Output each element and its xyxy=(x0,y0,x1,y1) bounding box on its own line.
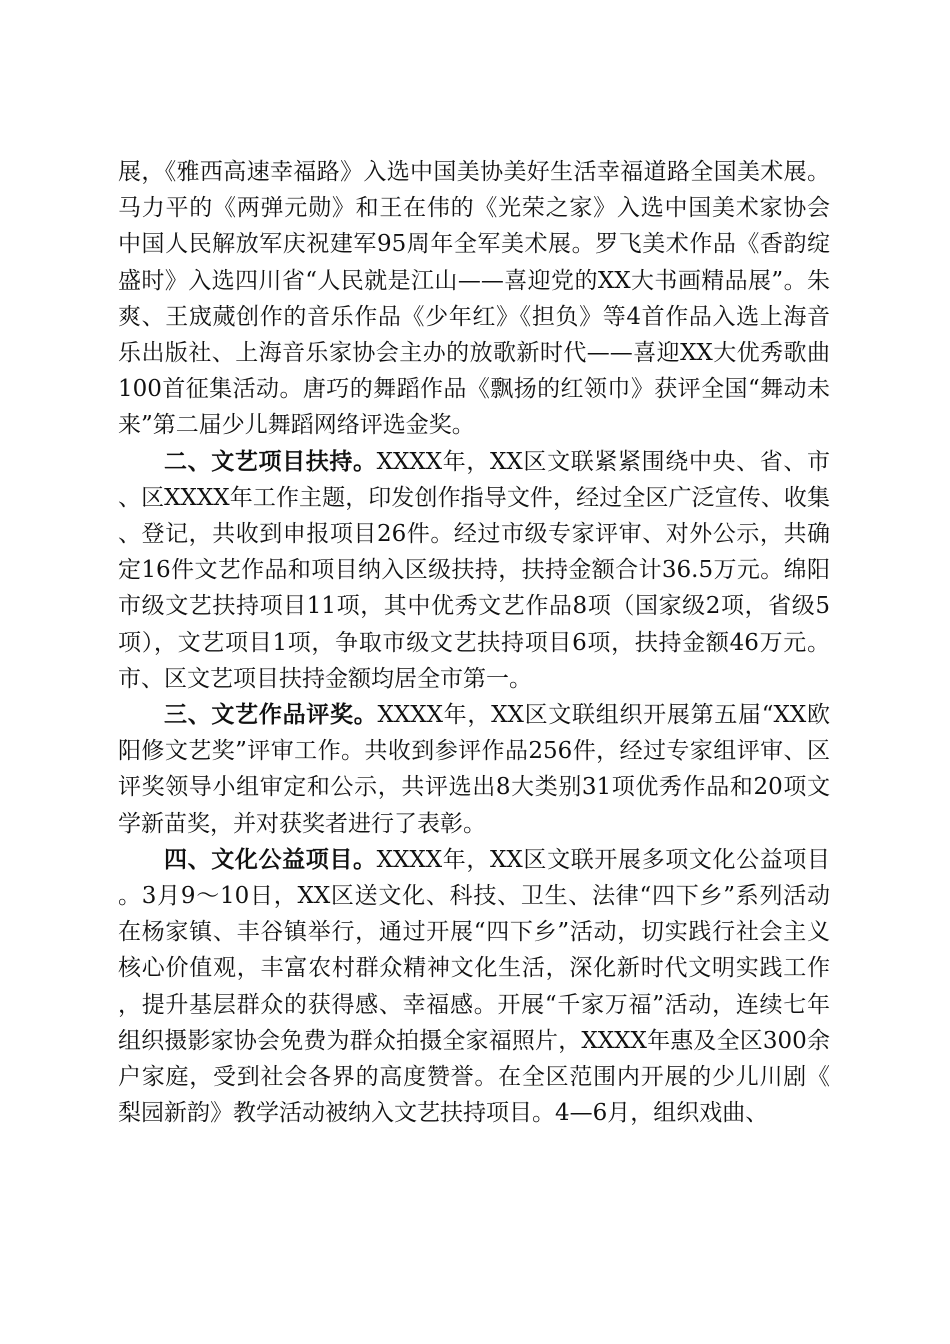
paragraph-continuation xyxy=(118,154,830,444)
section-heading: 四、文化公益项目。 xyxy=(164,845,377,873)
paragraph-project-support xyxy=(118,444,830,697)
paragraph-text: XXXX年，XX区文联紧紧围绕中央、省、市、区XXXX年工作主题，印发创作指导文件，经过全区广泛宣传、收集、登记，共收到申报项目26件。经过市级专家评审、对外公示，共确定16件文艺作品和项目纳入区级扶持，扶持金额合计36.5万元。绵阳市级文艺扶持项目11项，其中优秀文艺作品8项（国家级2项，省级5项），文艺项目1项，争取市级文艺扶持项目6项，扶持金额46万元。市、区文艺项目扶持金额均居全市第一。 xyxy=(118,448,830,692)
paragraph-text: XXXX年，XX区文联开展多项文化公益项目。3月9～10日，XX区送文化、科技、卫生、法律“四下乡”系列活动在杨家镇、丰谷镇举行，通过开展“四下乡”活动，切实践行社会主义核心价值观，丰富农村群众精神文化生活，深化新时代文明实践工作，提升基层群众的获得感、幸福感。开展“千家万福”活动，连续七年组织摄影家协会免费为群众拍摄全家福照片，XXXX年惠及全区300余户家庭，受到社会各界的高度赞誉。在全区范围内开展的少儿川剧《梨园新韵》教学活动被纳入文艺扶持项目。4—6月，组织戏曲、 xyxy=(118,846,830,1127)
paragraph-awards xyxy=(118,697,830,842)
paragraph-public-welfare xyxy=(118,842,830,1132)
paragraph-text: XXXX年，XX区文联组织开展第五届“XX欧阳修文艺奖”评审工作。共收到参评作品256件，经过专家组评审、区评奖领导小组审定和公示，共评选出8大类别31项优秀作品和20项文学新苗奖，并对获奖者进行了表彰。 xyxy=(118,702,830,837)
section-heading: 三、文艺作品评奖。 xyxy=(164,701,378,729)
document-body xyxy=(118,154,830,1131)
section-heading: 二、文艺项目扶持。 xyxy=(164,447,377,475)
paragraph-text: 展，《雅西高速幸福路》入选中国美协美好生活幸福道路全国美术展。马力平的《两弹元勋》和王在伟的《光荣之家》入选中国美术家协会中国人民解放军庆祝建军95周年全军美术展。罗飞美术作品《香韵绽盛时》入选四川省“人民就是江山——喜迎党的XX大书画精品展”。朱爽、王宬蒇创作的音乐作品《少年红》《担负》等4首作品入选上海音乐出版社、上海音乐家协会主办的放歌新时代——喜迎XX大优秀歌曲100首征集活动。唐巧的舞蹈作品《飘扬的红领巾》获评全国“舞动未来”第二届少儿舞蹈网络评选金奖。 xyxy=(118,159,830,439)
